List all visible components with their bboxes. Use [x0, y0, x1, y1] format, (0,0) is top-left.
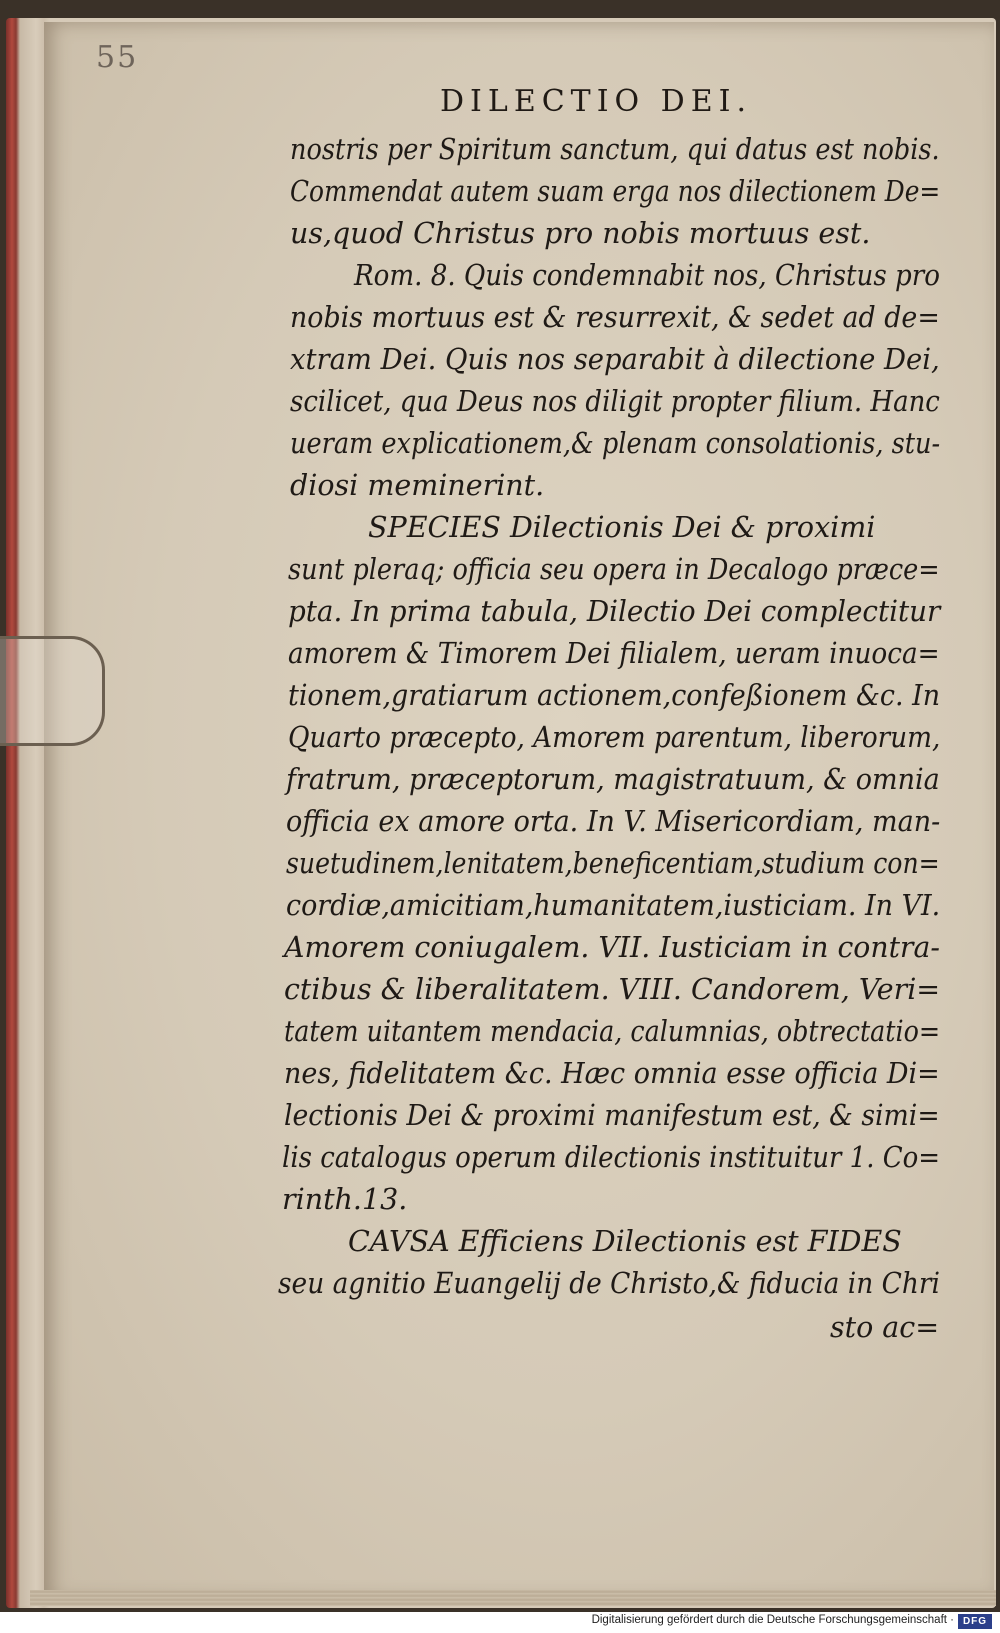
text-line: rinth.13.	[282, 1183, 408, 1216]
text-line: sunt pleraq; officia seu opera in Decalogo præce=	[288, 553, 940, 586]
text-line: tionem,gratiarum actionem,confeßionem &c. In	[288, 679, 941, 712]
text-line: ueram explicationem,& plenam consolationis, stu-	[290, 427, 941, 460]
text-line: nostris per Spiritum sanctum, qui datus est nobis.	[290, 133, 940, 166]
text-line: lectionis Dei & proximi manifestum est, & simi=	[284, 1099, 940, 1132]
text-line: diosi meminerint.	[290, 469, 545, 502]
text-line: Amorem coniugalem. VII. Iusticiam in contra-	[284, 931, 940, 964]
text-line: Quarto præcepto, Amorem parentum, liberorum,	[288, 721, 941, 754]
page-corner-mark: 55	[96, 40, 139, 75]
text-line: scilicet, qua Deus nos diligit propter filium. Hanc	[290, 385, 940, 418]
text-line: xtram Dei. Quis nos separabit à dilectione Dei,	[290, 343, 940, 376]
text-line: pta. In prima tabula, Dilectio Dei complectitur	[288, 595, 941, 628]
text-line: fratrum, præceptorum, magistratuum, & omnia	[286, 763, 940, 796]
text-line: suetudinem,lenitatem,beneficentiam,studium con=	[286, 847, 940, 880]
text-line: ctibus & liberalitatem. VIII. Candorem, Veri=	[284, 973, 941, 1006]
text-line: amorem & Timorem Dei filialem, ueram inuoca=	[288, 637, 940, 670]
text-line: lis catalogus operum dilectionis instituitur 1. Co=	[282, 1141, 941, 1174]
text-line: officia ex amore orta. In V. Misericordiam, man-	[286, 805, 941, 838]
text-line: Rom. 8. Quis condemnabit nos, Christus pro	[354, 259, 940, 292]
text-line: us,quod Christus pro nobis mortuus est.	[290, 217, 871, 250]
text-line: CAVSA Efficiens Dilectionis est FIDES	[348, 1225, 902, 1258]
text-line: Commendat autem suam erga nos dilectionem De=	[290, 175, 941, 208]
dfg-logo: DFG	[958, 1614, 992, 1629]
text-line: cordiæ,amicitiam,humanitatem,iusticiam. In VI.	[286, 889, 941, 922]
page-bottom-edge	[30, 1590, 996, 1606]
text-line: tatem uitantem mendacia, calumnias, obtrectatio=	[284, 1015, 941, 1048]
text-line: nes, fidelitatem &c. Hæc omnia esse officia Di=	[284, 1057, 940, 1090]
text-line: seu agnitio Euangelij de Christo,& fiducia in Chri	[278, 1267, 940, 1300]
running-head: DILECTIO DEI.	[440, 84, 753, 119]
catchword: sto ac=	[830, 1311, 940, 1344]
page-clip	[0, 636, 105, 746]
text-line: nobis mortuus est & resurrexit, & sedet ad de=	[290, 301, 940, 334]
text-line: SPECIES Dilectionis Dei & proximi	[368, 511, 876, 544]
funding-credit: Digitalisierung gefördert durch die Deutsche Forschungsgemeinschaft ·	[591, 1614, 954, 1626]
